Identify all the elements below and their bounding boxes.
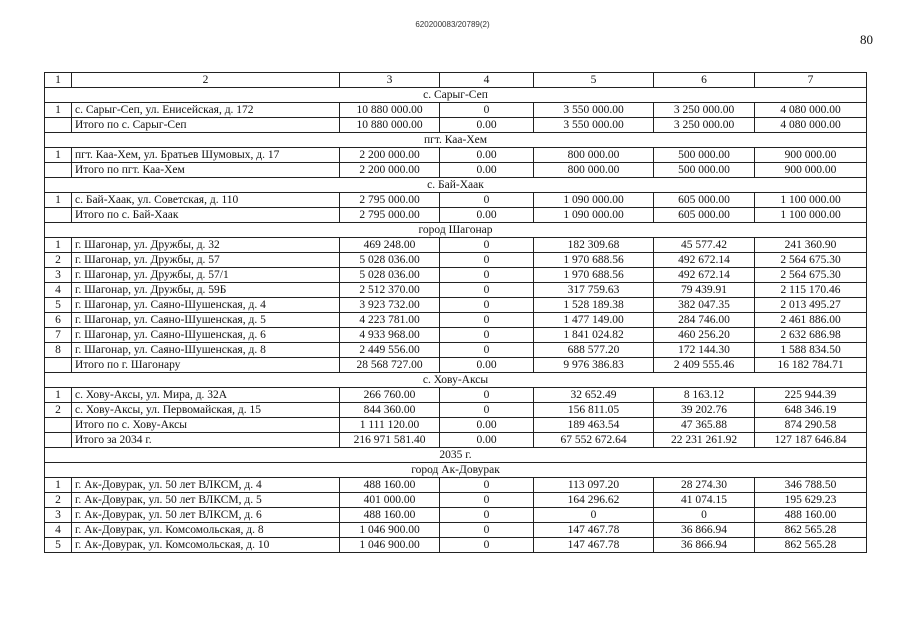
address-cell: Итого за 2034 г. <box>72 433 340 448</box>
amount-cell: 900 000.00 <box>755 163 867 178</box>
amount-cell: 1 090 000.00 <box>534 208 654 223</box>
amount-cell: 4 223 781.00 <box>340 313 440 328</box>
address-cell: г. Ак-Довурак, ул. 50 лет ВЛКСМ, д. 6 <box>72 508 340 523</box>
address-cell: Итого по г. Шагонару <box>72 358 340 373</box>
section-title: 2035 г. <box>45 448 867 463</box>
amount-cell: 32 652.49 <box>534 388 654 403</box>
amount-cell: 225 944.39 <box>755 388 867 403</box>
amount-cell: 0 <box>440 283 534 298</box>
amount-cell: 2 632 686.98 <box>755 328 867 343</box>
amount-cell: 2 200 000.00 <box>340 163 440 178</box>
amount-cell: 0 <box>440 388 534 403</box>
amount-cell: 346 788.50 <box>755 478 867 493</box>
amount-cell: 0 <box>440 313 534 328</box>
amount-cell: 0 <box>440 193 534 208</box>
amount-cell: 266 760.00 <box>340 388 440 403</box>
header-cell: 3 <box>340 73 440 88</box>
amount-cell: 3 550 000.00 <box>534 103 654 118</box>
amount-cell: 0 <box>440 478 534 493</box>
amount-cell: 8 163.12 <box>654 388 755 403</box>
amount-cell: 0 <box>440 493 534 508</box>
amount-cell: 469 248.00 <box>340 238 440 253</box>
amount-cell: 3 923 732.00 <box>340 298 440 313</box>
amount-cell: 800 000.00 <box>534 163 654 178</box>
section-header-row <box>45 463 867 478</box>
table-row <box>45 193 867 208</box>
row-number-cell: 1 <box>45 103 72 118</box>
row-number-cell: 2 <box>45 493 72 508</box>
amount-cell: 0 <box>440 538 534 553</box>
amount-cell: 460 256.20 <box>654 328 755 343</box>
table-row <box>45 118 867 133</box>
amount-cell: 844 360.00 <box>340 403 440 418</box>
amount-cell: 900 000.00 <box>755 148 867 163</box>
address-cell: г. Шагонар, ул. Дружбы, д. 57 <box>72 253 340 268</box>
table-row <box>45 313 867 328</box>
amount-cell: 0 <box>440 238 534 253</box>
document-id: 620200083/20789(2) <box>415 20 490 29</box>
amount-cell: 4 933 968.00 <box>340 328 440 343</box>
address-cell: с. Хову-Аксы, ул. Мира, д. 32А <box>72 388 340 403</box>
address-cell: г. Ак-Довурак, ул. 50 лет ВЛКСМ, д. 4 <box>72 478 340 493</box>
amount-cell: 1 588 834.50 <box>755 343 867 358</box>
address-cell: с. Хову-Аксы, ул. Первомайская, д. 15 <box>72 403 340 418</box>
amount-cell: 147 467.78 <box>534 538 654 553</box>
address-cell: г. Ак-Довурак, ул. 50 лет ВЛКСМ, д. 5 <box>72 493 340 508</box>
table-row <box>45 238 867 253</box>
amount-cell: 1 100 000.00 <box>755 193 867 208</box>
table-row <box>45 298 867 313</box>
amount-cell: 164 296.62 <box>534 493 654 508</box>
address-cell: г. Ак-Довурак, ул. Комсомольская, д. 8 <box>72 523 340 538</box>
amount-cell: 0 <box>440 253 534 268</box>
table-row <box>45 283 867 298</box>
address-cell: Итого по с. Хову-Аксы <box>72 418 340 433</box>
section-header-row <box>45 448 867 463</box>
row-number-cell: 2 <box>45 253 72 268</box>
table-row <box>45 538 867 553</box>
row-number-cell: 1 <box>45 478 72 493</box>
address-cell: г. Шагонар, ул. Дружбы, д. 57/1 <box>72 268 340 283</box>
amount-cell: 39 202.76 <box>654 403 755 418</box>
amount-cell: 862 565.28 <box>755 538 867 553</box>
amount-cell: 3 250 000.00 <box>654 103 755 118</box>
header-cell: 4 <box>440 73 534 88</box>
amount-cell: 0.00 <box>440 118 534 133</box>
amount-cell: 0.00 <box>440 148 534 163</box>
amount-cell: 1 477 149.00 <box>534 313 654 328</box>
amount-cell: 1 100 000.00 <box>755 208 867 223</box>
amount-cell: 492 672.14 <box>654 268 755 283</box>
amount-cell: 0 <box>440 403 534 418</box>
table-row <box>45 328 867 343</box>
amount-cell: 28 274.30 <box>654 478 755 493</box>
amount-cell: 284 746.00 <box>654 313 755 328</box>
amount-cell: 36 866.94 <box>654 538 755 553</box>
amount-cell: 317 759.63 <box>534 283 654 298</box>
row-number-cell: 5 <box>45 538 72 553</box>
amount-cell: 1 046 900.00 <box>340 538 440 553</box>
amount-cell: 1 841 024.82 <box>534 328 654 343</box>
amount-cell: 382 047.35 <box>654 298 755 313</box>
address-cell: с. Сарыг-Сеп, ул. Енисейская, д. 172 <box>72 103 340 118</box>
row-number-cell <box>45 118 72 133</box>
header-cell: 6 <box>654 73 755 88</box>
amount-cell: 500 000.00 <box>654 163 755 178</box>
row-number-cell: 4 <box>45 283 72 298</box>
header-cell: 7 <box>755 73 867 88</box>
amount-cell: 41 074.15 <box>654 493 755 508</box>
amount-cell: 2 449 556.00 <box>340 343 440 358</box>
table-row <box>45 523 867 538</box>
address-cell: Итого по пгт. Каа-Хем <box>72 163 340 178</box>
row-number-cell: 2 <box>45 403 72 418</box>
amount-cell: 492 672.14 <box>654 253 755 268</box>
table-row <box>45 358 867 373</box>
amount-cell: 2 795 000.00 <box>340 208 440 223</box>
amount-cell: 648 346.19 <box>755 403 867 418</box>
table-row <box>45 478 867 493</box>
amount-cell: 1 528 189.38 <box>534 298 654 313</box>
row-number-cell <box>45 433 72 448</box>
row-number-cell: 1 <box>45 238 72 253</box>
amount-cell: 0.00 <box>440 433 534 448</box>
header-cell: 1 <box>45 73 72 88</box>
row-number-cell: 6 <box>45 313 72 328</box>
amount-cell: 28 568 727.00 <box>340 358 440 373</box>
address-cell: Итого по с. Бай-Хаак <box>72 208 340 223</box>
amount-cell: 500 000.00 <box>654 148 755 163</box>
section-title: с. Бай-Хаак <box>45 178 867 193</box>
amount-cell: 0 <box>440 103 534 118</box>
amount-cell: 36 866.94 <box>654 523 755 538</box>
section-title: с. Хову-Аксы <box>45 373 867 388</box>
amount-cell: 1 970 688.56 <box>534 268 654 283</box>
amount-cell: 2 115 170.46 <box>755 283 867 298</box>
amount-cell: 195 629.23 <box>755 493 867 508</box>
section-header-row <box>45 223 867 238</box>
data-table <box>44 72 867 553</box>
row-number-cell: 3 <box>45 508 72 523</box>
amount-cell: 127 187 646.84 <box>755 433 867 448</box>
amount-cell: 401 000.00 <box>340 493 440 508</box>
amount-cell: 0 <box>440 343 534 358</box>
amount-cell: 862 565.28 <box>755 523 867 538</box>
row-number-cell <box>45 163 72 178</box>
amount-cell: 874 290.58 <box>755 418 867 433</box>
table-row <box>45 388 867 403</box>
address-cell: г. Шагонар, ул. Саяно-Шушенская, д. 5 <box>72 313 340 328</box>
amount-cell: 1 111 120.00 <box>340 418 440 433</box>
address-cell: г. Шагонар, ул. Саяно-Шушенская, д. 8 <box>72 343 340 358</box>
table-row <box>45 148 867 163</box>
header-cell: 5 <box>534 73 654 88</box>
address-cell: г. Шагонар, ул. Саяно-Шушенская, д. 6 <box>72 328 340 343</box>
row-number-cell: 8 <box>45 343 72 358</box>
section-title: город Шагонар <box>45 223 867 238</box>
row-number-cell <box>45 208 72 223</box>
amount-cell: 0.00 <box>440 163 534 178</box>
amount-cell: 0 <box>440 523 534 538</box>
address-cell: Итого по с. Сарыг-Сеп <box>72 118 340 133</box>
table-row <box>45 433 867 448</box>
address-cell: г. Шагонар, ул. Саяно-Шушенская, д. 4 <box>72 298 340 313</box>
amount-cell: 10 880 000.00 <box>340 103 440 118</box>
amount-cell: 0 <box>654 508 755 523</box>
amount-cell: 2 564 675.30 <box>755 253 867 268</box>
amount-cell: 182 309.68 <box>534 238 654 253</box>
amount-cell: 189 463.54 <box>534 418 654 433</box>
amount-cell: 488 160.00 <box>755 508 867 523</box>
amount-cell: 605 000.00 <box>654 208 755 223</box>
amount-cell: 0 <box>440 298 534 313</box>
table-row <box>45 103 867 118</box>
table-row <box>45 493 867 508</box>
amount-cell: 2 795 000.00 <box>340 193 440 208</box>
amount-cell: 2 200 000.00 <box>340 148 440 163</box>
table-row <box>45 163 867 178</box>
amount-cell: 0.00 <box>440 418 534 433</box>
amount-cell: 47 365.88 <box>654 418 755 433</box>
table-row <box>45 403 867 418</box>
amount-cell: 156 811.05 <box>534 403 654 418</box>
amount-cell: 5 028 036.00 <box>340 268 440 283</box>
amount-cell: 16 182 784.71 <box>755 358 867 373</box>
header-cell: 2 <box>72 73 340 88</box>
amount-cell: 4 080 000.00 <box>755 118 867 133</box>
amount-cell: 2 461 886.00 <box>755 313 867 328</box>
address-cell: г. Шагонар, ул. Дружбы, д. 32 <box>72 238 340 253</box>
amount-cell: 172 144.30 <box>654 343 755 358</box>
row-number-cell: 1 <box>45 388 72 403</box>
section-title: город Ак-Довурак <box>45 463 867 478</box>
table-row <box>45 208 867 223</box>
table-header-row <box>45 73 867 88</box>
amount-cell: 2 512 370.00 <box>340 283 440 298</box>
section-header-row <box>45 88 867 103</box>
row-number-cell: 4 <box>45 523 72 538</box>
amount-cell: 0 <box>440 268 534 283</box>
address-cell: пгт. Каа-Хем, ул. Братьев Шумовых, д. 17 <box>72 148 340 163</box>
amount-cell: 688 577.20 <box>534 343 654 358</box>
row-number-cell: 1 <box>45 148 72 163</box>
section-title: пгт. Каа-Хем <box>45 133 867 148</box>
amount-cell: 3 550 000.00 <box>534 118 654 133</box>
amount-cell: 147 467.78 <box>534 523 654 538</box>
table-row <box>45 343 867 358</box>
amount-cell: 216 971 581.40 <box>340 433 440 448</box>
amount-cell: 10 880 000.00 <box>340 118 440 133</box>
amount-cell: 67 552 672.64 <box>534 433 654 448</box>
amount-cell: 0.00 <box>440 358 534 373</box>
section-header-row <box>45 373 867 388</box>
row-number-cell <box>45 418 72 433</box>
amount-cell: 22 231 261.92 <box>654 433 755 448</box>
row-number-cell: 5 <box>45 298 72 313</box>
amount-cell: 79 439.91 <box>654 283 755 298</box>
amount-cell: 1 970 688.56 <box>534 253 654 268</box>
amount-cell: 2 409 555.46 <box>654 358 755 373</box>
amount-cell: 113 097.20 <box>534 478 654 493</box>
amount-cell: 0 <box>440 508 534 523</box>
address-cell: г. Ак-Довурак, ул. Комсомольская, д. 10 <box>72 538 340 553</box>
amount-cell: 1 090 000.00 <box>534 193 654 208</box>
row-number-cell: 1 <box>45 193 72 208</box>
table-row <box>45 418 867 433</box>
address-cell: с. Бай-Хаак, ул. Советская, д. 110 <box>72 193 340 208</box>
amount-cell: 241 360.90 <box>755 238 867 253</box>
page-number: 80 <box>860 32 873 47</box>
amount-cell: 0 <box>534 508 654 523</box>
amount-cell: 488 160.00 <box>340 508 440 523</box>
section-header-row <box>45 178 867 193</box>
amount-cell: 3 250 000.00 <box>654 118 755 133</box>
amount-cell: 4 080 000.00 <box>755 103 867 118</box>
table-row <box>45 268 867 283</box>
address-cell: г. Шагонар, ул. Дружбы, д. 59Б <box>72 283 340 298</box>
amount-cell: 5 028 036.00 <box>340 253 440 268</box>
amount-cell: 0.00 <box>440 208 534 223</box>
amount-cell: 800 000.00 <box>534 148 654 163</box>
amount-cell: 0 <box>440 328 534 343</box>
table-row <box>45 508 867 523</box>
row-number-cell: 3 <box>45 268 72 283</box>
amount-cell: 605 000.00 <box>654 193 755 208</box>
table-row <box>45 253 867 268</box>
amount-cell: 2 564 675.30 <box>755 268 867 283</box>
row-number-cell: 7 <box>45 328 72 343</box>
amount-cell: 45 577.42 <box>654 238 755 253</box>
amount-cell: 9 976 386.83 <box>534 358 654 373</box>
amount-cell: 488 160.00 <box>340 478 440 493</box>
section-header-row <box>45 133 867 148</box>
row-number-cell <box>45 358 72 373</box>
amount-cell: 2 013 495.27 <box>755 298 867 313</box>
section-title: с. Сарыг-Сеп <box>45 88 867 103</box>
amount-cell: 1 046 900.00 <box>340 523 440 538</box>
